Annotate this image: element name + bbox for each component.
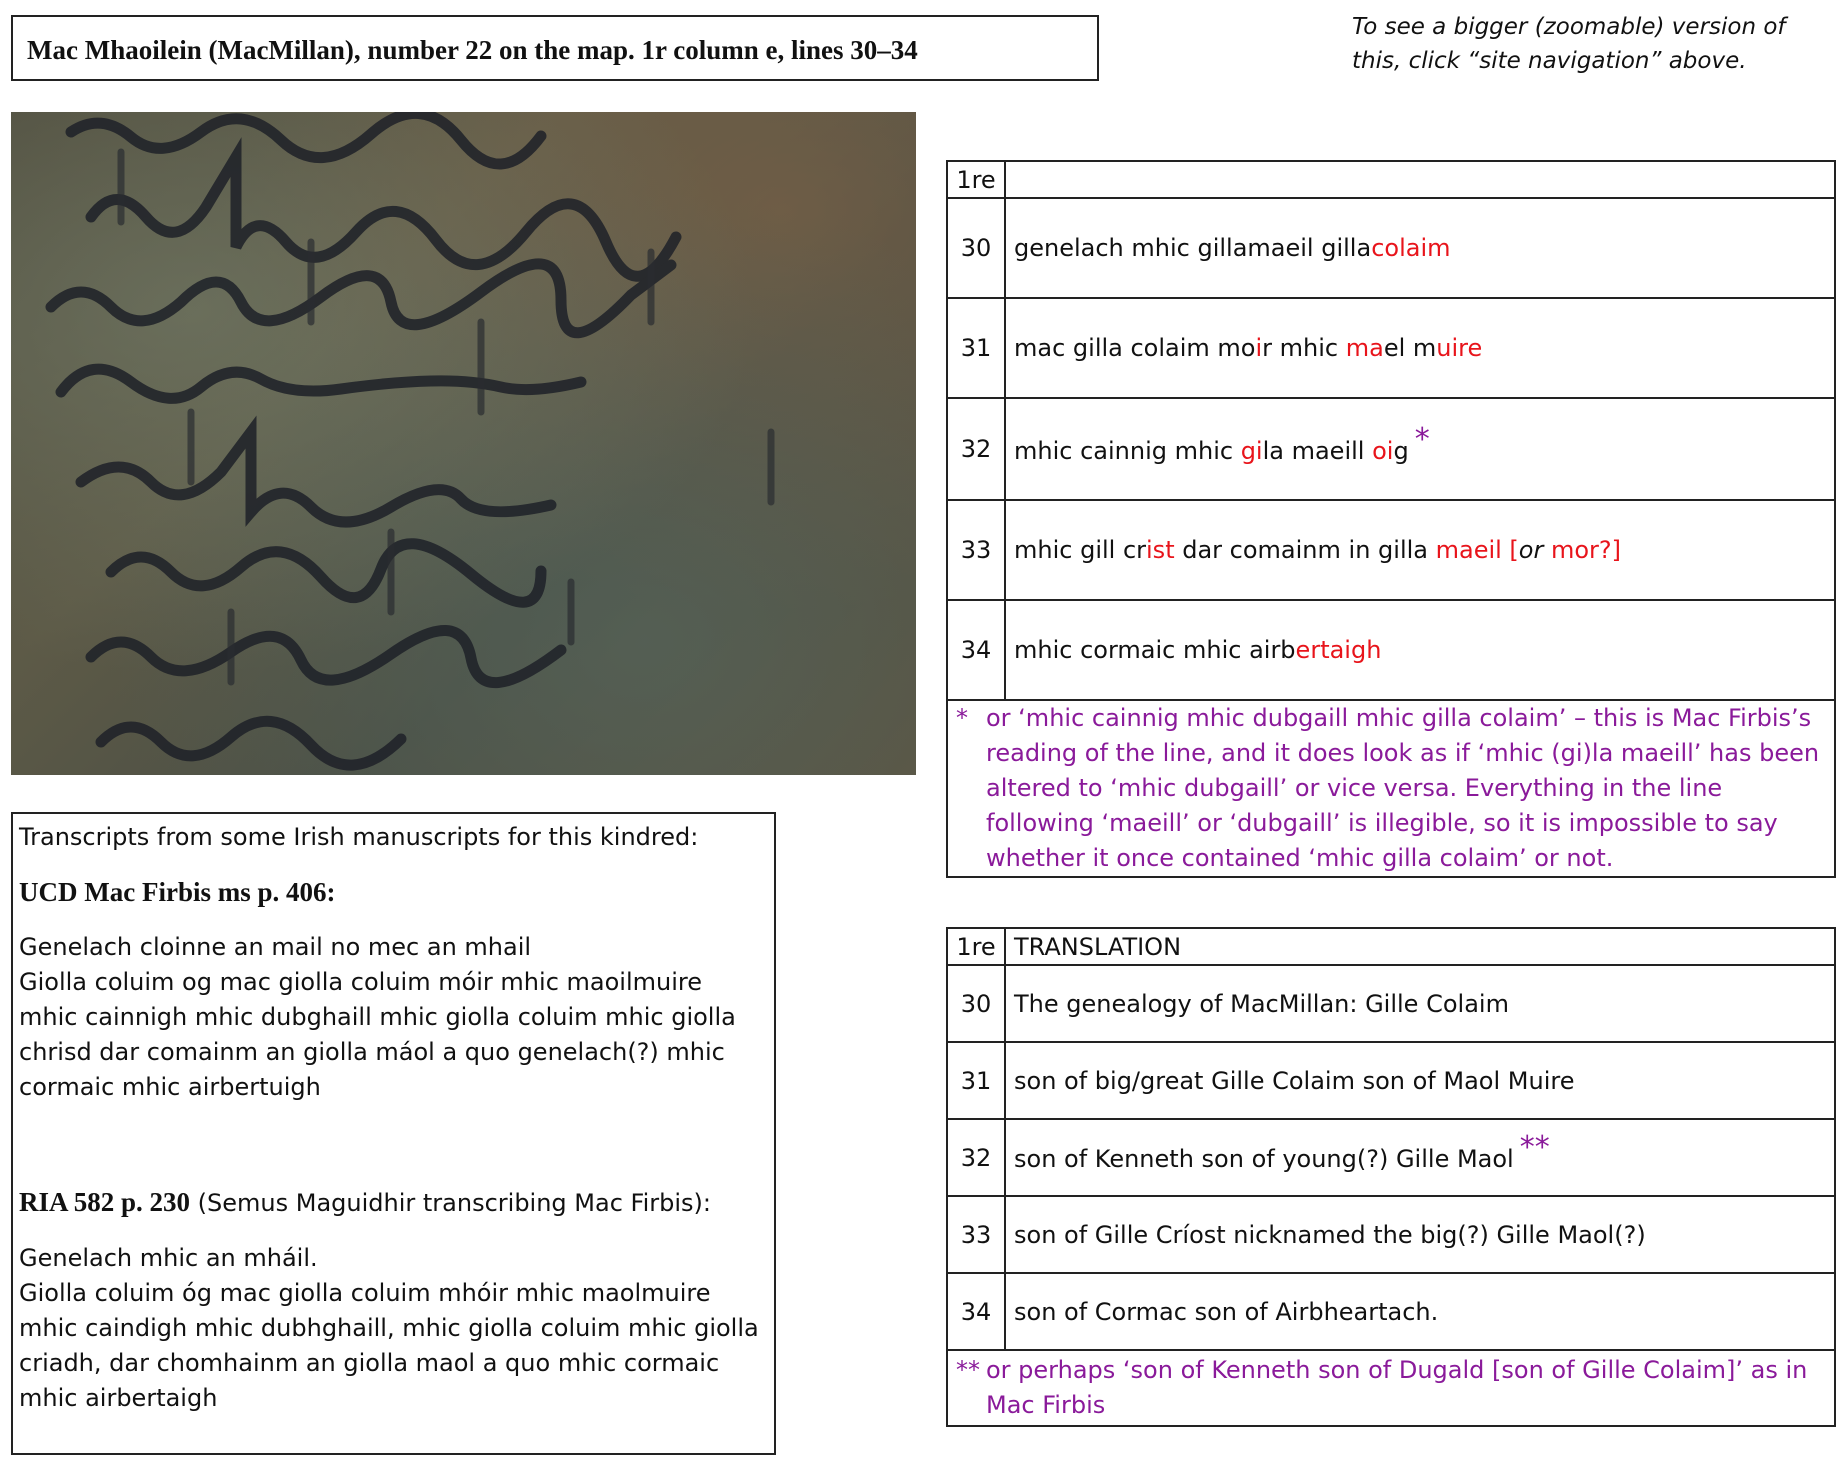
transcription-line: mhic cormaic mhic airbertaigh	[1005, 600, 1835, 700]
table-row	[947, 1119, 1835, 1196]
table-row	[947, 500, 1835, 600]
line-number: 30	[947, 965, 1005, 1042]
transcription-line: mhic gill crist dar comainm in gilla maeil [or mor?]	[1005, 500, 1835, 600]
footnote-mark: *	[956, 704, 968, 732]
table-header-translation: TRANSLATION	[1005, 928, 1835, 965]
footnote-text: or ‘mhic cainnig mhic dubgaill mhic gilla colaim’ – this is Mac Firbis’s reading of the line, and it does look as if ‘mhic (gi)la maeill’ has been altered to ‘mhic dubgaill’ or vice versa. Everything in the line following ‘maeill’ or ‘dubgaill’ is illegible, so it is impossible to say whether it once contained ‘mhic gilla colaim’ or not.	[986, 704, 1820, 872]
table-row	[947, 298, 1835, 398]
ria-line-2: Giolla coluim óg mac giolla coluim mhóir mhic maolmuire mhic caindigh mhic dubhghaill, mhic giolla coluim mhic giolla criadh, dar chomhainm an giolla maol a quo mhic cormaic mhic airbertaigh	[19, 1279, 759, 1412]
manuscript-photo	[11, 112, 916, 775]
table-row	[947, 1042, 1835, 1119]
footnote-text: or perhaps ‘son of Kenneth son of Dugald [son of Gille Colaim]’ as in Mac Firbis	[986, 1356, 1808, 1419]
ria-heading-line	[19, 1185, 768, 1221]
footnote	[947, 1350, 1835, 1426]
footnote	[947, 700, 1835, 877]
ucd-line-2: Giolla coluim og mac giolla coluim móir mhic maoilmuire mhic cainnigh mhic dubghaill mhic giolla coluim mhic giolla chrisd dar comainm an giolla máol a quo genelach(?) mhic cormaic mhic airbertuigh	[19, 968, 736, 1101]
footnote-marker: *	[1414, 421, 1430, 457]
line-number: 33	[947, 1196, 1005, 1273]
transcripts-box	[11, 812, 776, 1455]
translation-line: The genealogy of MacMillan: Gille Colaim	[1005, 965, 1835, 1042]
translation-table	[946, 927, 1836, 1427]
ucd-line-1: Genelach cloinne an mail no mec an mhail	[19, 933, 532, 961]
table-header-line-ref: 1re	[947, 161, 1005, 198]
table-footnote-row	[947, 1350, 1835, 1426]
table-footnote-row	[947, 700, 1835, 877]
translation-line: son of Kenneth son of young(?) Gille Maol **	[1005, 1119, 1835, 1196]
transcription-line: genelach mhic gillamaeil gillacolaim	[1005, 198, 1835, 298]
manuscript-script-strokes	[11, 112, 916, 775]
table-header-line-ref: 1re	[947, 928, 1005, 965]
table-row	[947, 600, 1835, 700]
table-header-blank	[1005, 161, 1835, 198]
line-number: 33	[947, 500, 1005, 600]
line-number: 34	[947, 1273, 1005, 1350]
footnote-mark: **	[956, 1356, 980, 1384]
line-number: 30	[947, 198, 1005, 298]
translation-line: son of big/great Gille Colaim son of Maol Muire	[1005, 1042, 1835, 1119]
table-row	[947, 1273, 1835, 1350]
ria-line-1: Genelach mhic an mháil.	[19, 1244, 318, 1272]
transcripts-intro: Transcripts from some Irish manuscripts for this kindred:	[19, 823, 699, 851]
table-row	[947, 1196, 1835, 1273]
line-number: 34	[947, 600, 1005, 700]
translation-line: son of Gille Críost nicknamed the big(?) Gille Maol(?)	[1005, 1196, 1835, 1273]
line-number: 32	[947, 1119, 1005, 1196]
ria-note: (Semus Maguidhir transcribing Mac Firbis):	[190, 1189, 711, 1217]
page-title: Mac Mhaoilein (MacMillan), number 22 on the map. 1r column e, lines 30–34	[11, 15, 1099, 81]
footnote-marker: **	[1519, 1130, 1550, 1165]
navigation-note: To see a bigger (zoomable) version of this, click “site navigation” above.	[1352, 14, 1786, 74]
transcription-line: mhic cainnig mhic gila maeill oig *	[1005, 398, 1835, 500]
transcription-line: mac gilla colaim moir mhic mael muire	[1005, 298, 1835, 398]
line-number: 31	[947, 298, 1005, 398]
ucd-heading: UCD Mac Firbis ms p. 406:	[19, 877, 336, 907]
line-number: 31	[947, 1042, 1005, 1119]
table-row	[947, 398, 1835, 500]
table-row	[947, 198, 1835, 298]
transcription-table	[946, 160, 1836, 878]
ria-heading: RIA 582 p. 230	[19, 1187, 191, 1217]
translation-line: son of Cormac son of Airbheartach.	[1005, 1273, 1835, 1350]
table-row	[947, 965, 1835, 1042]
line-number: 32	[947, 398, 1005, 500]
